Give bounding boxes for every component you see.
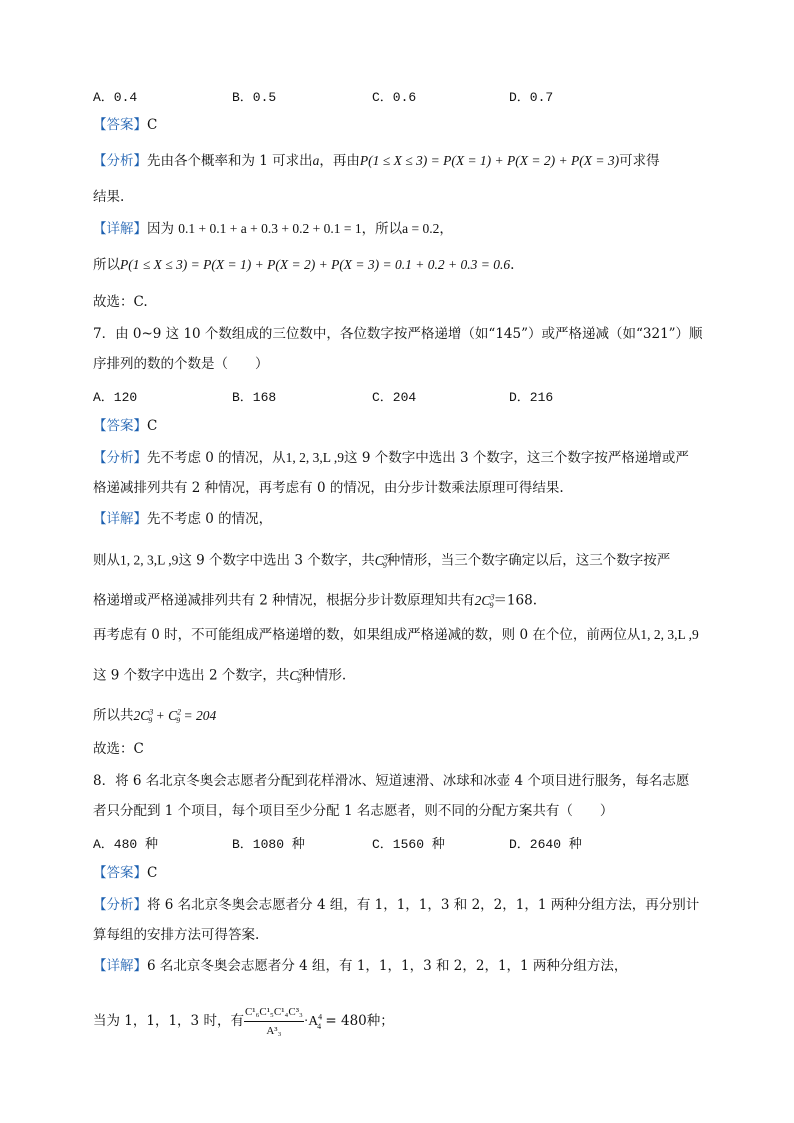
- probability-sum-formula: P(1 ≤ X ≤ 3) = P(X = 1) + P(X = 2) + P(X = 3) = 0.1 + 0.2 + 0.3 = 0.6: [120, 257, 511, 272]
- answer-tag: 【答案】: [93, 865, 147, 881]
- detail-text: 所以: [93, 257, 120, 273]
- q8-analysis-line1: [93, 896, 699, 914]
- combination-c93: $C^3_9$: [374, 552, 388, 571]
- detail-tag: 【详解】: [93, 958, 147, 974]
- q6-analysis-line2: 结果.: [93, 189, 125, 205]
- q8-stem-line1: 8．将 6 名北京冬奥会志愿者分配到花样滑冰、短道速滑、冰球和冰壶 4 个项目进行服务，每名志愿: [93, 773, 690, 789]
- analysis-tag: 【分析】: [93, 153, 147, 169]
- q7-option-a: A．120: [93, 390, 138, 405]
- q8-stem-line2: 者只分配到 1 个项目，每个项目至少分配 1 名志愿者，则不同的分配方案共有（ ）: [93, 803, 614, 819]
- detail-text: 再考虑有 0 时，不可能组成严格递增的数，如果组成严格递减的数，则 0 在个位，前两位从: [93, 627, 641, 643]
- q6-option-d: D．0.7: [509, 90, 554, 105]
- detail-text: 则从: [93, 552, 120, 569]
- q8-analysis-line2: 算每组的安排方法可得答案.: [93, 927, 260, 943]
- detail-text: ＝168.: [493, 592, 537, 609]
- q8-answer: [93, 864, 157, 882]
- q7-stem-line2: 序排列的数的个数是（ ）: [93, 356, 269, 372]
- detail-text: ，: [439, 221, 453, 237]
- q6-detail-line2: [93, 256, 514, 274]
- detail-text: 这 9 个数字中选出 2 个数字，共: [93, 667, 290, 684]
- digit-sequence: 1, 2, 3,L ,9: [120, 552, 179, 568]
- analysis-tag: 【分析】: [93, 897, 147, 913]
- q8-option-d: D．2640 种: [509, 837, 582, 852]
- digit-sequence: 1, 2, 3,L ,9: [285, 450, 345, 465]
- analysis-text: 这 9 个数字中选出 3 个数字，这三个数字按严格递增或严: [344, 450, 689, 466]
- detail-text: 格递增或严格递减排列共有 2 种情况，根据分步计数原理知共有: [93, 592, 475, 609]
- answer-value: C: [147, 865, 158, 881]
- detail-tag: 【详解】: [93, 221, 147, 237]
- q7-detail-line1: [93, 510, 272, 528]
- answer-value: C: [147, 117, 158, 133]
- analysis-text: ，再由: [319, 153, 360, 169]
- q8-option-b: B．1080 种: [232, 837, 305, 852]
- result-formula: $2C^3_9$: [474, 592, 495, 611]
- detail-text: 因为: [147, 221, 174, 237]
- q7-detail-line4: [93, 626, 699, 644]
- q6-option-c: C．0.6: [372, 90, 417, 105]
- q7-option-b: B．168: [232, 390, 277, 405]
- detail-text: 种情形，当三个数字确定以后，这三个数字按严: [386, 552, 671, 569]
- analysis-text: 先不考虑 0 的情况，从: [147, 450, 286, 466]
- a-value-formula: a = 0.2: [402, 221, 440, 236]
- q8-option-c: C．1560 种: [372, 837, 445, 852]
- detail-text: ，所以: [361, 221, 403, 237]
- q7-detail-line3: [93, 588, 537, 615]
- q8-detail-line1: [93, 957, 627, 975]
- q7-detail-line5: [93, 663, 346, 690]
- math-a: a: [312, 153, 320, 168]
- digit-sequence: 1, 2, 3,L ,9: [640, 627, 699, 642]
- analysis-tag: 【分析】: [93, 450, 147, 466]
- answer-value: C: [147, 418, 158, 434]
- detail-tag: 【详解】: [93, 511, 147, 527]
- probability-formula: P(1 ≤ X ≤ 3) = P(X = 1) + P(X = 2) + P(X = 3): [359, 153, 620, 168]
- detail-text: 这 9 个数字中选出 3 个数字，共: [178, 552, 375, 569]
- q7-analysis-line2: 格递减排列共有 2 种情况，再考虑有 0 的情况，由分步计数乘法原理可得结果.: [93, 480, 564, 496]
- detail-text: 种情形.: [301, 667, 347, 684]
- detail-text: 当为 1，1，1，3 时，有: [93, 1013, 244, 1029]
- q6-answer: [93, 116, 157, 134]
- q6-analysis-line1: [93, 152, 660, 170]
- sum-formula: 0.1 + 0.1 + a + 0.3 + 0.2 + 0.1 = 1: [178, 221, 362, 236]
- q6-option-b: B．0.5: [232, 90, 277, 105]
- q6-detail-line1: [93, 220, 453, 238]
- detail-text: 6 名北京冬奥会志愿者分 4 组，有 1，1，1，3 和 2，2，1，1 两种分组方法，: [147, 958, 628, 974]
- detail-text: 所以共: [93, 707, 134, 724]
- q7-stem-line1: 7．由 0~9 这 10 个数组成的三位数中，各位数字按严格递增（如“145”）或严格递减（如“321”）顺: [93, 326, 703, 342]
- period: .: [510, 257, 515, 273]
- answer-tag: 【答案】: [93, 418, 147, 434]
- q7-detail-line2: [93, 548, 670, 575]
- answer-tag: 【答案】: [93, 117, 147, 133]
- q6-option-a: A．0.4: [93, 90, 138, 105]
- analysis-text: 可求得: [619, 153, 660, 169]
- q7-conclusion: 故选：C: [93, 741, 144, 757]
- detail-text: 先不考虑 0 的情况，: [147, 511, 273, 527]
- q7-analysis-line1: [93, 449, 689, 467]
- q7-option-c: C．204: [372, 390, 417, 405]
- arrangement-a44: $\cdot A^4_4$: [303, 1012, 323, 1031]
- analysis-text: 先由各个概率和为 1 可求出: [147, 153, 313, 169]
- detail-text: = 480种；: [321, 1013, 394, 1029]
- fraction-formula: $\frac{\text{C¹₆C¹₅C¹₄C³₃}}{\text{A³₃}}$: [244, 1003, 304, 1040]
- analysis-text: 将 6 名北京冬奥会志愿者分 4 组，有 1，1，1，3 和 2，2，1，1 两种分组方法，再分别计: [147, 897, 700, 913]
- total-formula: $2C^3_9 + C^2_9 = 204$: [133, 707, 217, 726]
- combination-c92: $C^2_9$: [289, 667, 303, 686]
- q8-detail-line2: [93, 1003, 394, 1040]
- q6-conclusion: 故选：C.: [93, 294, 148, 310]
- q7-option-d: D．216: [509, 390, 554, 405]
- q7-answer: [93, 417, 157, 435]
- q7-detail-line6: [93, 703, 216, 730]
- q8-option-a: A．480 种: [93, 837, 159, 852]
